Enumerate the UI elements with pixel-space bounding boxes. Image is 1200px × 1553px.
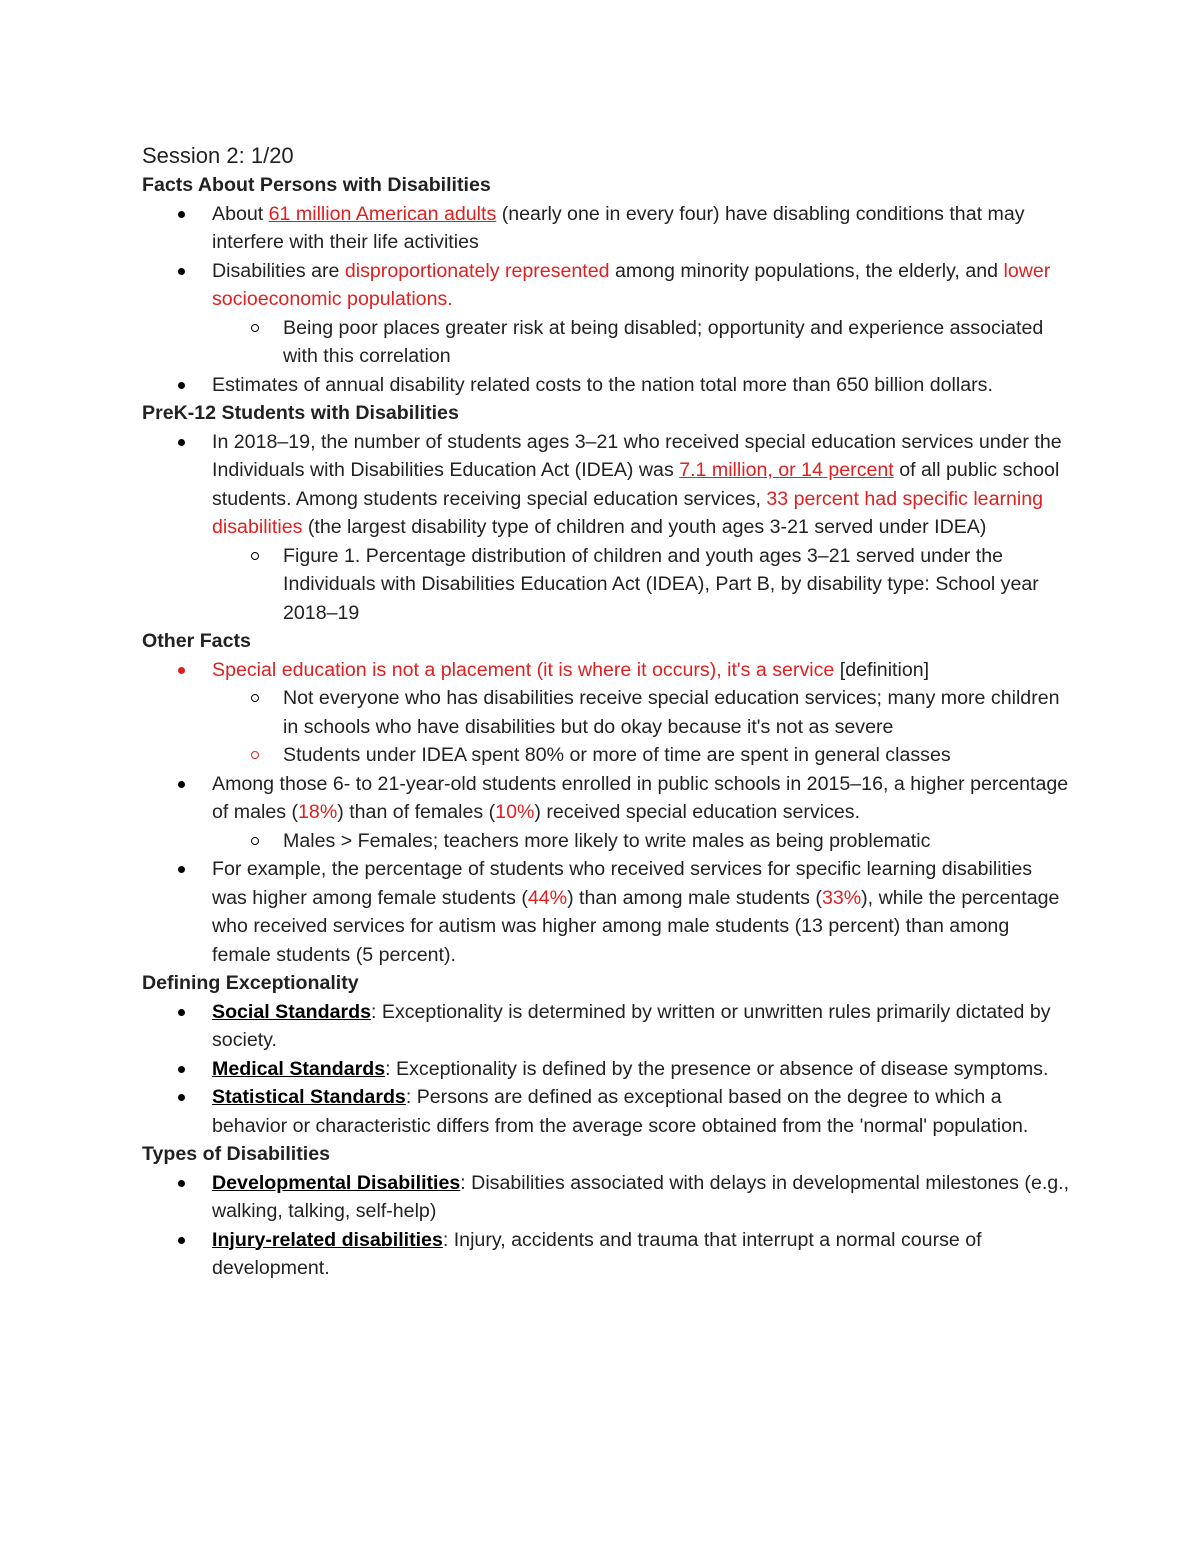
list-item: Statistical Standards: Persons are defined as exceptional based on the degree to which a behavior or characteristic differs from the average score obtained from the 'normal' population. [142,1083,1072,1140]
term-label: Injury-related disabilities [212,1228,443,1251]
sub-list-item: Students under IDEA spent 80% or more of time are spent in general classes [142,741,1072,770]
highlight-text: 10% [495,801,535,823]
section-heading-defining: Defining Exceptionality [142,972,359,994]
term-label: Statistical Standards [212,1086,406,1108]
circle-bullet-icon [251,837,259,845]
circle-bullet-icon [251,552,259,560]
sub-list-item: Figure 1. Percentage distribution of children and youth ages 3–21 served under the Individuals with Disabilities Education Act (IDEA), Part B, by disability type: School year 2018–19 [142,542,1072,628]
circle-bullet-icon [251,694,259,702]
list-item: Estimates of annual disability related costs to the nation total more than 650 billion dollars. [142,371,1072,400]
circle-bullet-icon [251,751,259,759]
list-item: Disabilities are disproportionately represented among minority populations, the elderly, and lower socioeconomic populations. Being poor places greater risk at being disabled; opportunity and experience associated with this correlation [142,257,1072,371]
sub-list [212,314,1072,371]
bullet-icon [178,211,185,218]
bullet-icon [178,1094,185,1101]
bullet-icon [178,1009,185,1016]
term-label: Developmental Disabilities [212,1171,461,1194]
section-heading-other: Other Facts [142,630,251,652]
bullet-icon [178,439,185,446]
circle-bullet-icon [251,324,259,332]
prek-list [142,428,1072,628]
sub-list-item: Not everyone who has disabilities receive special education services; many more children in schools who have disabilities but do okay because it's not as severe [142,684,1072,741]
list-item: Injury-related disabilities: Injury, accidents and trauma that interrupt a normal course of development. [142,1226,1072,1283]
bullet-icon [178,866,185,873]
sub-list-item: Being poor places greater risk at being disabled; opportunity and experience associated with this correlation [142,314,1072,371]
types-list [142,1169,1072,1283]
term-label: Medical Standards [212,1057,386,1080]
highlight-text: lower socioeconomic populations. [212,259,1051,310]
highlight-text: Special education is not a placement (it is where it occurs), it's a service [212,658,835,681]
highlight-text: 33 percent had specific learning disabilities [212,487,1044,538]
list-item: About 61 million American adults (nearly one in every four) have disabling conditions that may interfere with their life activities [142,200,1072,257]
bullet-icon [178,1180,185,1187]
section-heading-types: Types of Disabilities [142,1143,331,1165]
session-title: Session 2: 1/20 [142,143,294,168]
list-item: Special education is not a placement (it is where it occurs), it's a service [definition] Not everyone who has disabilities receive special education services; many more children in schools who have disabilities but do okay because it's not as severe Students under IDEA spent 80% or more of time are spent in general classes [142,656,1072,770]
facts-list [142,200,1072,400]
other-list [142,656,1072,970]
section-heading-facts: Facts About Persons with Disabilities [142,174,491,196]
list-item: In 2018–19, the number of students ages 3–21 who received special education services under the Individuals with Disabilities Education Act (IDEA) was 7.1 million, or 14 percent of all public school students. Among students receiving special education services, 33 percent had specific learning disabilities (the largest disability type of children and youth ages 3-21 served under IDEA) Figure 1. Percentage distribution of children and youth ages 3–21 served under the Individuals with Disabilities Education Act (IDEA), Part B, by disability type: School year 2018–19 [142,428,1072,628]
highlight-text: 33% [821,886,862,909]
bullet-icon [178,1066,185,1073]
defining-list [142,998,1072,1141]
highlight-text: disproportionately represented [344,259,610,282]
bullet-icon [178,1237,185,1244]
list-item: Social Standards: Exceptionality is determined by written or unwritten rules primarily dictated by society. [142,998,1072,1055]
sub-list-item: Males > Females; teachers more likely to write males as being problematic [142,827,1072,856]
list-item: Developmental Disabilities: Disabilities associated with delays in developmental milestones (e.g., walking, talking, self-help) [142,1169,1072,1226]
bullet-icon [178,781,185,788]
list-item: Medical Standards: Exceptionality is defined by the presence or absence of disease symptoms. [142,1055,1072,1084]
highlight-text: 7.1 million, or 14 percent [679,459,894,481]
list-item: For example, the percentage of students who received services for specific learning disabilities was higher among female students (44%) than among male students (33%), while the percentage who received services for autism was higher among male students (13 percent) than among female students (5 percent). [142,855,1072,969]
highlight-text: 18% [298,801,338,823]
bullet-icon [178,667,185,674]
bullet-icon [178,382,185,389]
document-body [142,141,1072,1283]
list-item: Among those 6- to 21-year-old students enrolled in public schools in 2015–16, a higher percentage of males (18%) than of females (10%) received special education services. Males > Females; teachers more likely to write males as being problematic [142,770,1072,856]
highlight-text: 44% [527,886,568,909]
sub-list [212,684,1072,770]
bullet-icon [178,268,185,275]
sub-list [212,827,1072,856]
term-label: Social Standards [212,1000,371,1023]
section-heading-prek: PreK-12 Students with Disabilities [142,402,459,424]
highlight-text: 61 million American adults [268,202,497,225]
sub-list [212,542,1072,628]
